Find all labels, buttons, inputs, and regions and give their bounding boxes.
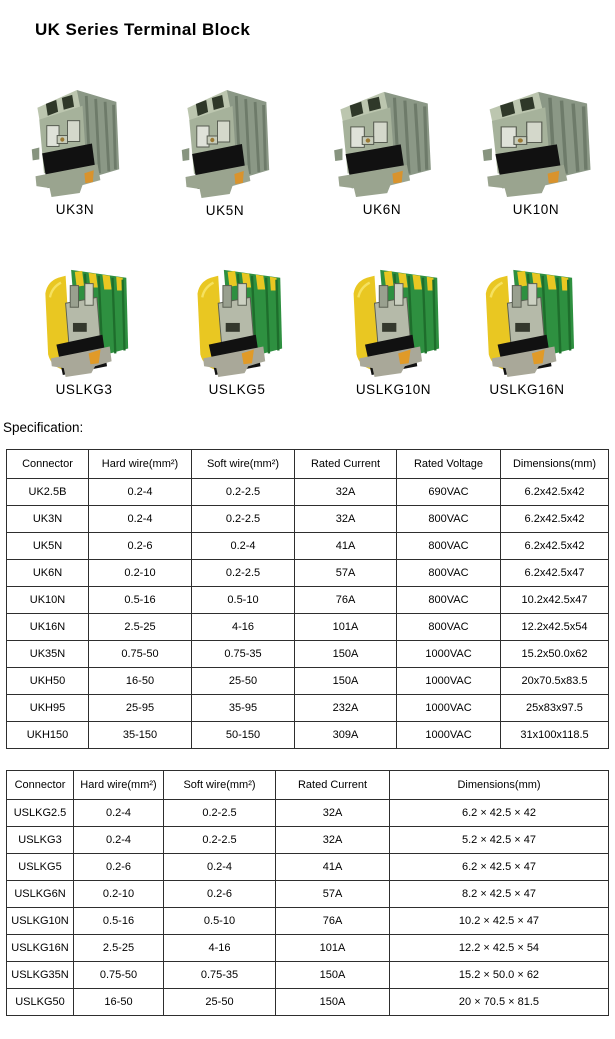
product-label: UK5N: [205, 203, 245, 218]
specification-label: Specification:: [3, 420, 84, 435]
spec-cell: 41A: [295, 533, 397, 560]
connector-cell: UK16N: [7, 614, 89, 641]
spec-cell: 25x83x97.5: [501, 695, 609, 722]
product-image-uk10n: [478, 86, 594, 198]
spec-cell: 0.2-4: [74, 827, 164, 854]
header-row: [7, 450, 609, 479]
table-row: [7, 800, 609, 827]
table-row: [7, 641, 609, 668]
spec-cell: 101A: [295, 614, 397, 641]
product-uk5n: [178, 84, 272, 218]
spec-cell: 0.2-4: [89, 479, 192, 506]
spec-cell: 800VAC: [397, 560, 501, 587]
spec-cell: 10.2x42.5x47: [501, 587, 609, 614]
spec-cell: 309A: [295, 722, 397, 749]
spec-cell: 0.75-35: [164, 962, 276, 989]
spec-cell: 1000VAC: [397, 641, 501, 668]
spec-cell: 15.2 × 50.0 × 62: [390, 962, 609, 989]
product-uk6n: [330, 86, 434, 217]
spec-cell: 2.5-25: [74, 935, 164, 962]
spec-cell: 8.2 × 42.5 × 47: [390, 881, 609, 908]
spec-cell: 0.75-35: [192, 641, 295, 668]
spec-cell: 150A: [276, 989, 390, 1016]
spec-cell: 0.2-2.5: [192, 560, 295, 587]
column-header: Rated Current: [276, 771, 390, 800]
spec-cell: 0.75-50: [74, 962, 164, 989]
table-row: [7, 479, 609, 506]
connector-cell: UKH50: [7, 668, 89, 695]
column-header: Hard wire(mm²): [74, 771, 164, 800]
column-header: Rated Current: [295, 450, 397, 479]
connector-cell: USLKG6N: [7, 881, 74, 908]
table-row: [7, 587, 609, 614]
spec-cell: 0.5-16: [74, 908, 164, 935]
spec-cell: 31x100x118.5: [501, 722, 609, 749]
spec-cell: 6.2x42.5x42: [501, 506, 609, 533]
spec-cell: 57A: [276, 881, 390, 908]
spec-cell: 0.2-2.5: [192, 506, 295, 533]
spec-cell: 800VAC: [397, 614, 501, 641]
spec-cell: 0.2-2.5: [164, 800, 276, 827]
spec-cell: 800VAC: [397, 506, 501, 533]
product-label: USLKG3: [55, 382, 113, 397]
spec-cell: 35-150: [89, 722, 192, 749]
spec-cell: 25-50: [164, 989, 276, 1016]
spec-cell: 0.2-4: [192, 533, 295, 560]
spec-cell: 35-95: [192, 695, 295, 722]
column-header: Soft wire(mm²): [192, 450, 295, 479]
connector-cell: USLKG3: [7, 827, 74, 854]
spec-cell: 12.2 × 42.5 × 54: [390, 935, 609, 962]
spec-cell: 2.5-25: [89, 614, 192, 641]
uk-spec-table: [6, 449, 609, 749]
column-header: Dimensions(mm): [501, 450, 609, 479]
spec-cell: 0.2-10: [74, 881, 164, 908]
spec-cell: 20 × 70.5 × 81.5: [390, 989, 609, 1016]
table-row: [7, 695, 609, 722]
spec-cell: 800VAC: [397, 533, 501, 560]
spec-cell: 0.2-6: [164, 881, 276, 908]
table-row: [7, 827, 609, 854]
spec-cell: 0.2-10: [89, 560, 192, 587]
spec-cell: 41A: [276, 854, 390, 881]
spec-cell: 6.2 × 42.5 × 42: [390, 800, 609, 827]
product-image-uk6n: [330, 86, 434, 198]
spec-cell: 6.2x42.5x42: [501, 533, 609, 560]
connector-cell: USLKG50: [7, 989, 74, 1016]
spec-cell: 32A: [276, 800, 390, 827]
spec-cell: 76A: [276, 908, 390, 935]
connector-cell: UK2.5B: [7, 479, 89, 506]
spec-cell: 0.2-4: [89, 506, 192, 533]
spec-cell: 1000VAC: [397, 668, 501, 695]
connector-cell: UKH95: [7, 695, 89, 722]
product-label: USLKG10N: [355, 382, 432, 397]
product-label: UK6N: [362, 202, 402, 217]
product-label: UK10N: [512, 202, 560, 217]
spec-cell: 12.2x42.5x54: [501, 614, 609, 641]
spec-cell: 0.2-2.5: [164, 827, 276, 854]
connector-cell: USLKG2.5: [7, 800, 74, 827]
column-header: Soft wire(mm²): [164, 771, 276, 800]
spec-cell: 20x70.5x83.5: [501, 668, 609, 695]
table-row: [7, 506, 609, 533]
spec-cell: 0.2-2.5: [192, 479, 295, 506]
connector-cell: UKH150: [7, 722, 89, 749]
spec-cell: 150A: [295, 668, 397, 695]
spec-cell: 150A: [276, 962, 390, 989]
spec-cell: 32A: [276, 827, 390, 854]
table-row: [7, 881, 609, 908]
spec-cell: 690VAC: [397, 479, 501, 506]
product-uk10n: [478, 86, 594, 217]
product-image-uk5n: [178, 84, 272, 199]
connector-cell: USLKG5: [7, 854, 74, 881]
product-uk3n: [28, 84, 122, 217]
spec-cell: 0.5-16: [89, 587, 192, 614]
spec-cell: 800VAC: [397, 587, 501, 614]
column-header: Dimensions(mm): [390, 771, 609, 800]
table-row: [7, 854, 609, 881]
column-header: Rated Voltage: [397, 450, 501, 479]
product-uslkg10n: [346, 262, 441, 397]
spec-cell: 5.2 × 42.5 × 47: [390, 827, 609, 854]
product-image-uslkg3: [38, 262, 130, 378]
connector-cell: UK3N: [7, 506, 89, 533]
table-row: [7, 668, 609, 695]
column-header: Connector: [7, 771, 74, 800]
table-row: [7, 533, 609, 560]
product-uslkg16n: [478, 262, 576, 397]
spec-cell: 50-150: [192, 722, 295, 749]
product-label: USLKG16N: [489, 382, 565, 397]
table-row: [7, 908, 609, 935]
spec-cell: 0.2-6: [74, 854, 164, 881]
spec-cell: 16-50: [89, 668, 192, 695]
connector-cell: UK35N: [7, 641, 89, 668]
product-image-uslkg10n: [346, 262, 441, 378]
product-label: USLKG5: [208, 382, 266, 397]
spec-cell: 76A: [295, 587, 397, 614]
spec-cell: 25-50: [192, 668, 295, 695]
product-label: UK3N: [55, 202, 95, 217]
connector-cell: USLKG16N: [7, 935, 74, 962]
spec-cell: 0.2-6: [89, 533, 192, 560]
table-row: [7, 989, 609, 1016]
spec-cell: 6.2x42.5x47: [501, 560, 609, 587]
spec-cell: 4-16: [164, 935, 276, 962]
uslkg-spec-table: [6, 770, 609, 1016]
spec-cell: 16-50: [74, 989, 164, 1016]
spec-cell: 25-95: [89, 695, 192, 722]
spec-cell: 0.2-4: [74, 800, 164, 827]
column-header: Hard wire(mm²): [89, 450, 192, 479]
spec-cell: 0.5-10: [164, 908, 276, 935]
spec-cell: 101A: [276, 935, 390, 962]
spec-cell: 0.75-50: [89, 641, 192, 668]
spec-cell: 32A: [295, 506, 397, 533]
product-image-uslkg5: [190, 262, 284, 378]
spec-cell: 15.2x50.0x62: [501, 641, 609, 668]
product-image-uk3n: [28, 84, 122, 198]
spec-cell: 232A: [295, 695, 397, 722]
connector-cell: UK6N: [7, 560, 89, 587]
spec-cell: 57A: [295, 560, 397, 587]
table-row: [7, 722, 609, 749]
spec-cell: 6.2x42.5x42: [501, 479, 609, 506]
product-image-uslkg16n: [478, 262, 576, 378]
table-row: [7, 560, 609, 587]
table-row: [7, 614, 609, 641]
spec-cell: 0.2-4: [164, 854, 276, 881]
column-header: Connector: [7, 450, 89, 479]
product-uslkg3: [38, 262, 130, 397]
header-row: [7, 771, 609, 800]
spec-cell: 6.2 × 42.5 × 47: [390, 854, 609, 881]
page-title: UK Series Terminal Block: [35, 20, 251, 39]
table-row: [7, 962, 609, 989]
connector-cell: UK10N: [7, 587, 89, 614]
connector-cell: USLKG10N: [7, 908, 74, 935]
connector-cell: UK5N: [7, 533, 89, 560]
spec-cell: 10.2 × 42.5 × 47: [390, 908, 609, 935]
spec-cell: 0.5-10: [192, 587, 295, 614]
connector-cell: USLKG35N: [7, 962, 74, 989]
spec-cell: 1000VAC: [397, 695, 501, 722]
table-row: [7, 935, 609, 962]
spec-cell: 1000VAC: [397, 722, 501, 749]
spec-cell: 150A: [295, 641, 397, 668]
spec-cell: 32A: [295, 479, 397, 506]
product-uslkg5: [190, 262, 284, 397]
spec-cell: 4-16: [192, 614, 295, 641]
